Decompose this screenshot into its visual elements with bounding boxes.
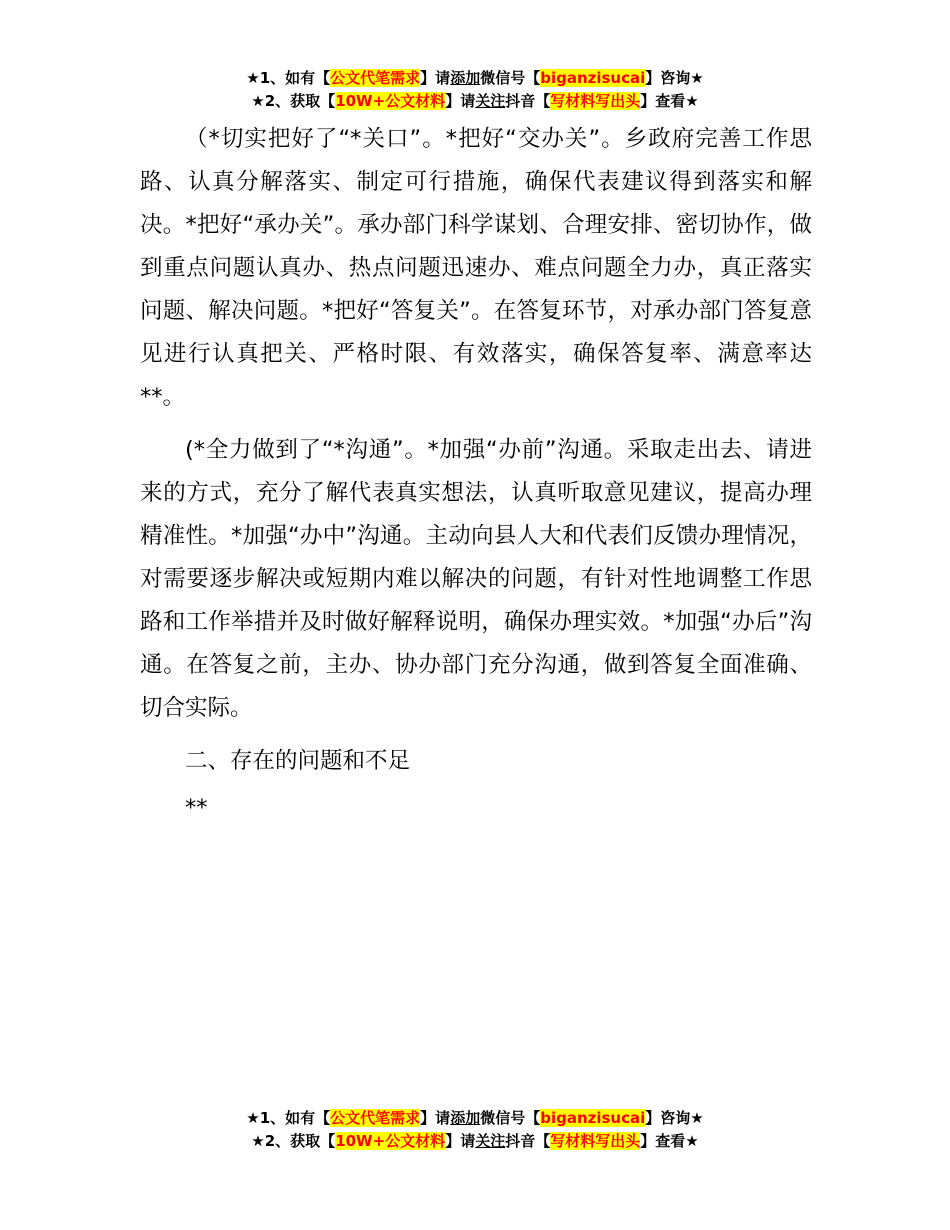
header-banner [0, 67, 950, 113]
banner-highlight: biganzisucai [540, 69, 646, 87]
banner-line-2 [0, 1130, 950, 1153]
banner-line-2 [0, 90, 950, 113]
banner-underlined: 添加 [450, 1109, 481, 1127]
banner-text: ★1、如有【 [246, 1109, 331, 1127]
banner-highlight: biganzisucai [540, 1109, 646, 1127]
banner-text: 】咨询★ [645, 69, 704, 87]
placeholder-text: ** [185, 795, 208, 821]
banner-line-1 [0, 67, 950, 90]
banner-underlined: 关注 [475, 92, 506, 110]
banner-text: 】查看★ [640, 92, 699, 110]
banner-highlight: 10W+公文材料 [335, 92, 446, 110]
banner-highlight: 写材料写出头 [550, 92, 641, 110]
banner-underlined: 添加 [450, 69, 481, 87]
banner-text: 】查看★ [640, 1132, 699, 1150]
banner-text: 抖音【 [505, 92, 551, 110]
section-heading: 二、存在的问题和不足 [185, 748, 411, 774]
banner-underlined: 关注 [475, 1132, 506, 1150]
banner-text: 】请 [445, 1132, 476, 1150]
banner-text: 】请 [445, 92, 476, 110]
banner-text: 微信号【 [480, 69, 541, 87]
banner-text: 】咨询★ [645, 1109, 704, 1127]
banner-text: ★2、获取【 [251, 1132, 336, 1150]
banner-highlight: 10W+公文材料 [335, 1132, 446, 1150]
banner-text: ★1、如有【 [246, 69, 331, 87]
banner-text: 】请 [420, 1109, 451, 1127]
footer-banner [0, 1107, 950, 1153]
banner-highlight: 写材料写出头 [550, 1132, 641, 1150]
banner-text: 抖音【 [505, 1132, 551, 1150]
paragraph-2: (*全力做到了“*沟通”。*加强“办前”沟通。采取走出去、请进来的方式，充分了解代表真实想法，认真听取意见建议，提高办理精准性。*加强“办中”沟通。主动向县人大和代表们反馈办理情况，对需要逐步解决或短期内难以解决的问题，有针对性地调整工作思路和工作举措并及时做好解释说明，确保办理实效。*加强“办后”沟通。在答复之前，主办、协办部门充分沟通，做到答复全面准确、切合实际。 [140, 437, 812, 721]
banner-line-1 [0, 1107, 950, 1130]
banner-highlight: 公文代笔需求 [330, 69, 421, 87]
banner-text: 】请 [420, 69, 451, 87]
banner-text: 微信号【 [480, 1109, 541, 1127]
paragraph-1: （*切实把好了“*关口”。*把好“交办关”。乡政府完善工作思路、认真分解落实、制定可行措施，确保代表建议得到落实和解决。*把好“承办关”。承办部门科学谋划、合理安排、密切协作，做到重点问题认真办、热点问题迅速办、难点问题全力办，真正落实问题、解决问题。*把好“答复关”。在答复环节，对承办部门答复意见进行认真把关、严格时限、有效落实，确保答复率、满意率达**。 [140, 126, 812, 410]
banner-highlight: 公文代笔需求 [330, 1109, 421, 1127]
document-body [140, 118, 812, 840]
banner-text: ★2、获取【 [251, 92, 336, 110]
